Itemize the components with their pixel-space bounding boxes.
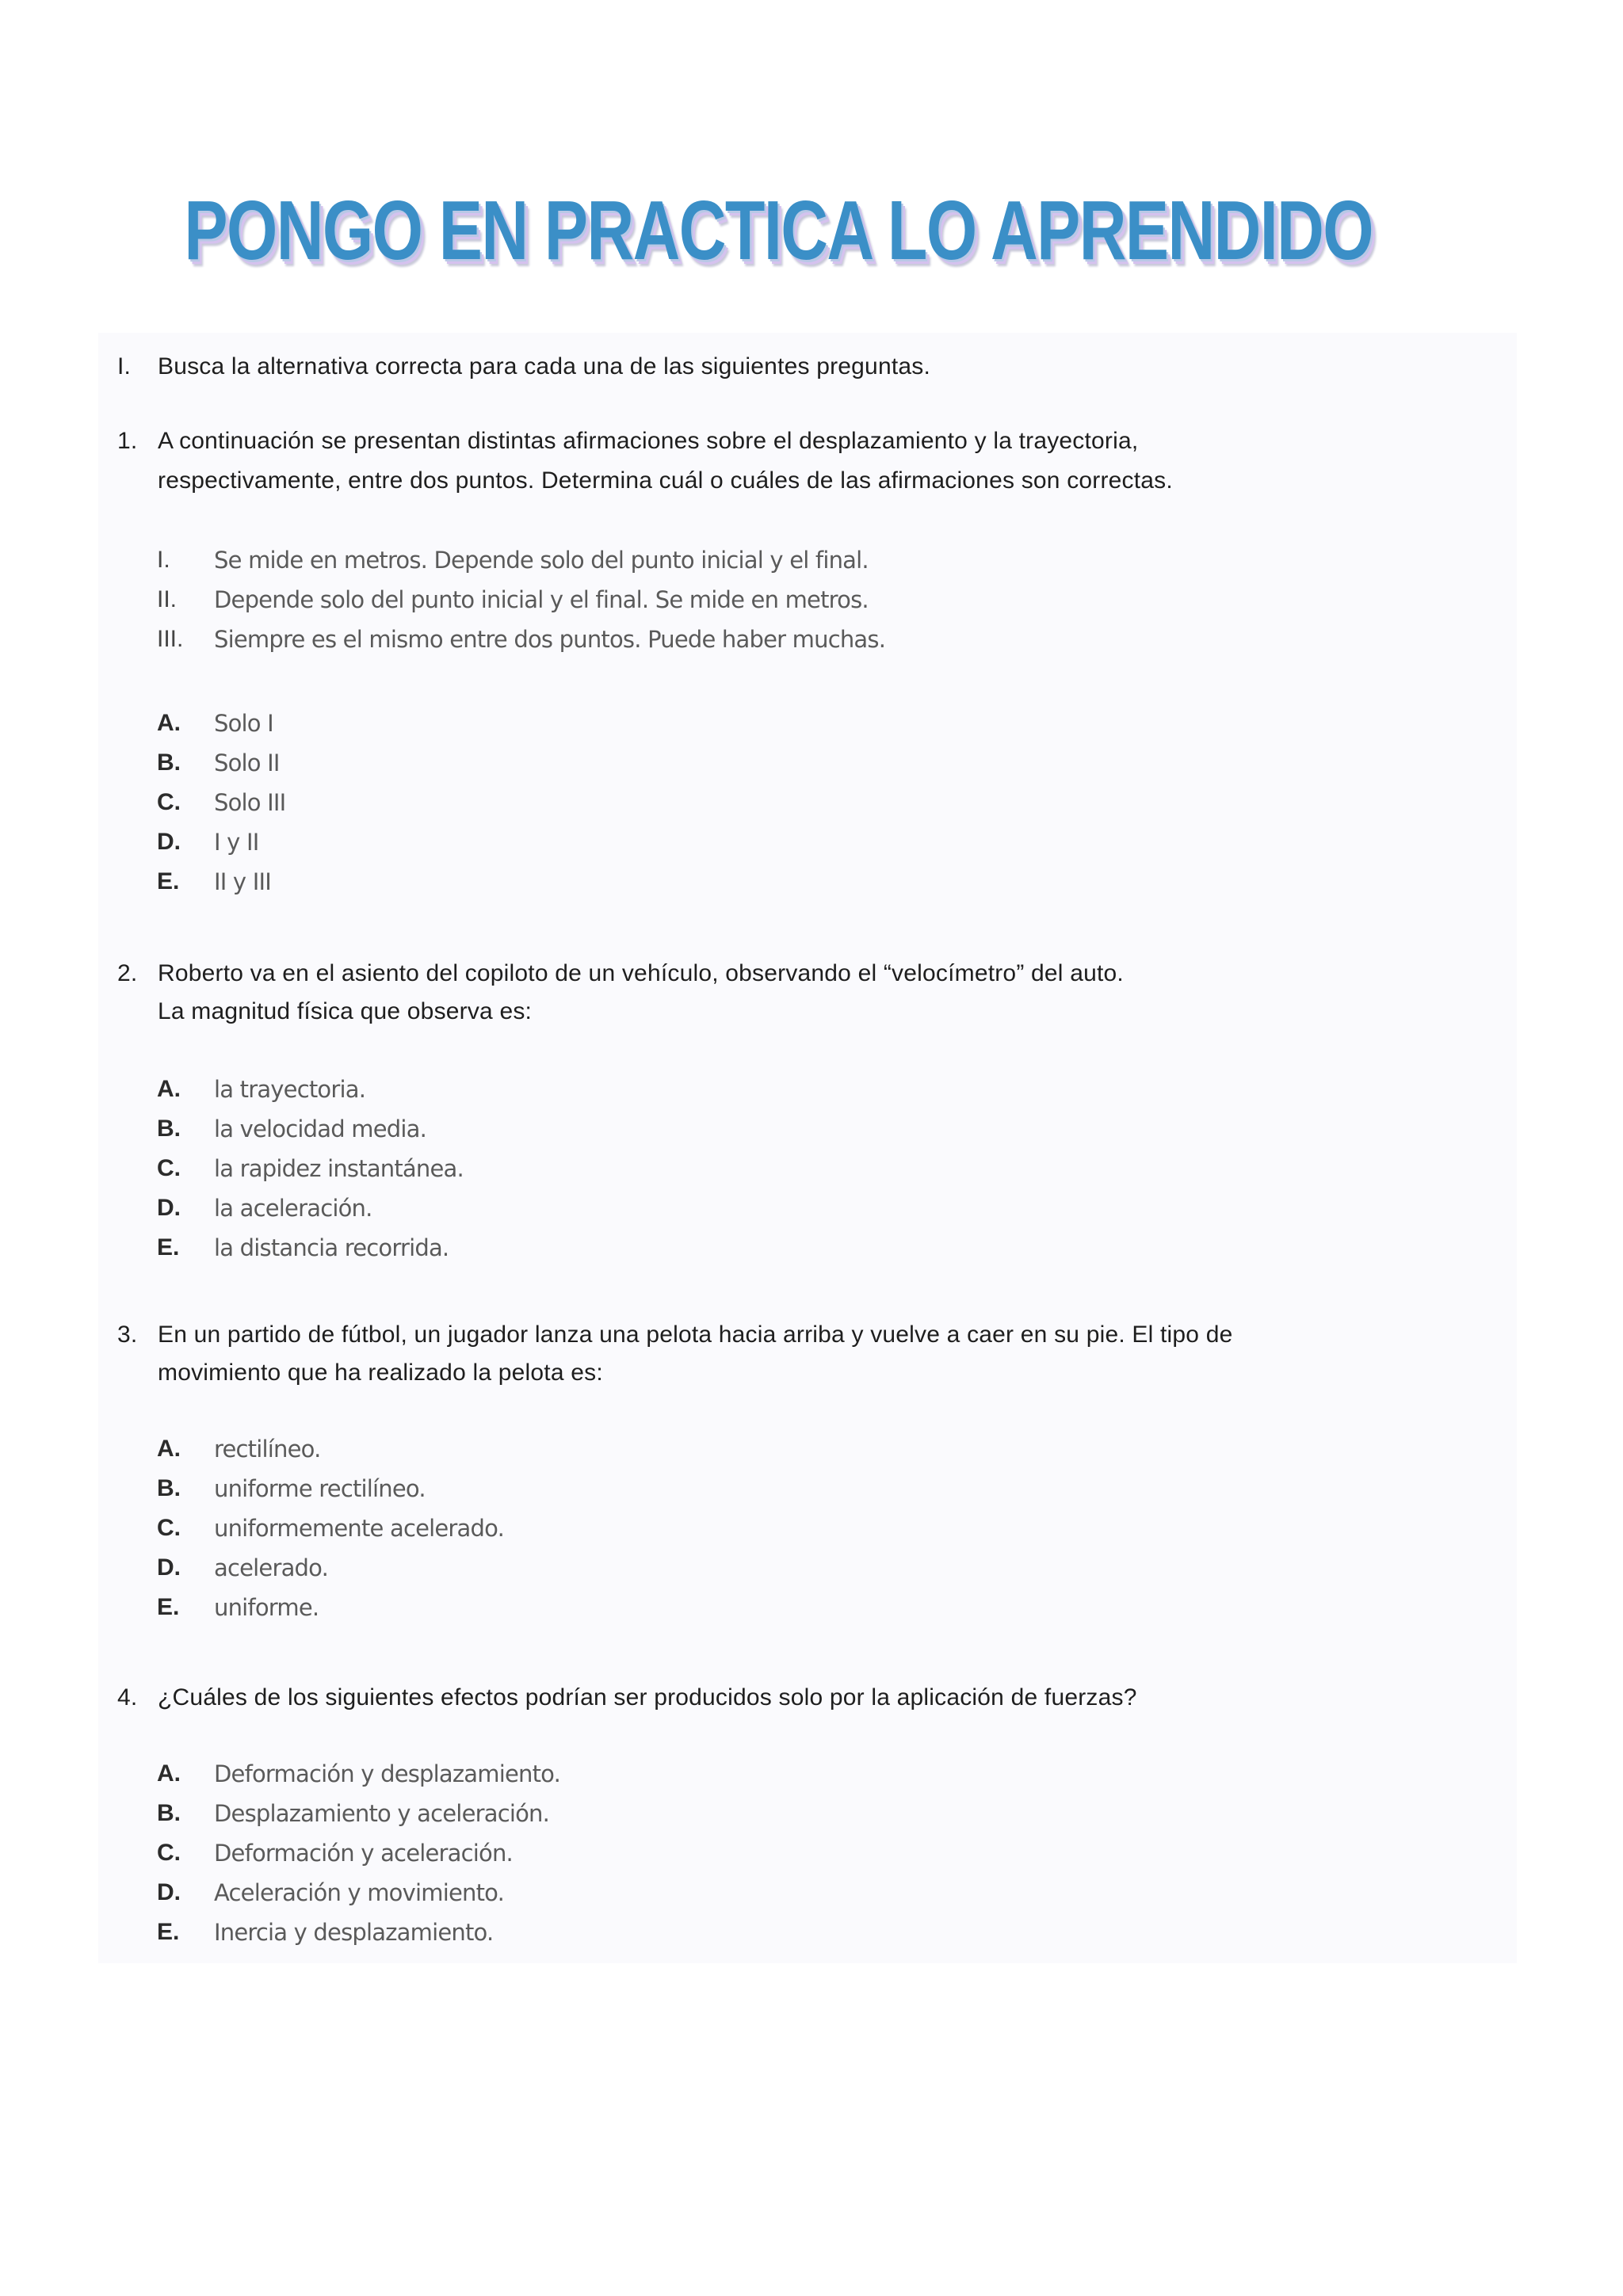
- option-label: A.: [157, 1436, 181, 1462]
- option-text: la distancia recorrida.: [214, 1234, 449, 1261]
- option-text: rectilíneo.: [214, 1436, 321, 1463]
- option-label: B.: [157, 1116, 181, 1142]
- statement-text: Se mide en metros. Depende solo del punto inicial y el final.: [214, 547, 869, 574]
- option-label: D.: [157, 1879, 181, 1905]
- question-4-number: 4.: [117, 1684, 138, 1711]
- option-text: la velocidad media.: [214, 1116, 427, 1142]
- statement-label: III.: [157, 626, 184, 652]
- option-text: Inercia y desplazamiento.: [214, 1919, 494, 1946]
- statement-label: II.: [157, 586, 178, 612]
- option-label: E.: [157, 1919, 180, 1945]
- option-label: C.: [157, 1840, 181, 1866]
- page-title: PONGO EN PRACTICA LO APRENDIDO: [184, 184, 1373, 277]
- option-text: II y III: [214, 868, 271, 895]
- statement-text: Siempre es el mismo entre dos puntos. Puede haber muchas.: [214, 626, 886, 653]
- option-text: Aceleración y movimiento.: [214, 1879, 504, 1906]
- option-text: uniforme.: [214, 1594, 319, 1621]
- option-label: D.: [157, 829, 181, 855]
- question-3-text: movimiento que ha realizado la pelota es:: [158, 1360, 603, 1386]
- option-text: la aceleración.: [214, 1195, 372, 1222]
- option-text: la trayectoria.: [214, 1076, 366, 1103]
- worksheet: [98, 333, 1517, 1963]
- instruction-text: Busca la alternativa correcta para cada una de las siguientes preguntas.: [158, 353, 930, 379]
- question-1-number: 1.: [117, 428, 138, 454]
- option-label: B.: [157, 1800, 181, 1826]
- option-label: C.: [157, 789, 181, 815]
- option-text: Deformación y aceleración.: [214, 1840, 513, 1867]
- option-text: Deformación y desplazamiento.: [214, 1760, 561, 1787]
- option-text: Solo III: [214, 789, 286, 816]
- question-4-text: ¿Cuáles de los siguientes efectos podrían ser producidos solo por la aplicación de fuerzas?: [158, 1684, 1137, 1711]
- option-text: uniformemente acelerado.: [214, 1515, 504, 1542]
- option-label: A.: [157, 1076, 181, 1102]
- option-label: D.: [157, 1554, 181, 1581]
- option-label: E.: [157, 1234, 180, 1261]
- option-text: la rapidez instantánea.: [214, 1155, 464, 1182]
- question-3-number: 3.: [117, 1322, 138, 1348]
- question-2-text: Roberto va en el asiento del copiloto de un vehículo, observando el “velocímetro” del auto.: [158, 960, 1124, 986]
- statement-text: Depende solo del punto inicial y el final. Se mide en metros.: [214, 586, 869, 613]
- option-text: Solo II: [214, 749, 280, 776]
- statement-label: I.: [157, 547, 170, 573]
- option-text: I y II: [214, 829, 259, 856]
- question-2-text: La magnitud física que observa es:: [158, 998, 533, 1024]
- option-label: B.: [157, 1475, 181, 1501]
- option-label: A.: [157, 1760, 181, 1787]
- option-label: E.: [157, 868, 180, 894]
- option-label: C.: [157, 1155, 181, 1181]
- option-label: C.: [157, 1515, 181, 1541]
- option-label: A.: [157, 710, 181, 736]
- option-label: D.: [157, 1195, 181, 1221]
- option-label: B.: [157, 749, 181, 776]
- question-3-text: En un partido de fútbol, un jugador lanza una pelota hacia arriba y vuelve a caer en su pie. El tipo de: [158, 1322, 1233, 1348]
- option-text: uniforme rectilíneo.: [214, 1475, 426, 1502]
- option-text: Desplazamiento y aceleración.: [214, 1800, 550, 1827]
- option-text: acelerado.: [214, 1554, 329, 1581]
- option-text: Solo I: [214, 710, 273, 737]
- instruction-number: I.: [117, 353, 132, 379]
- option-label: E.: [157, 1594, 180, 1620]
- question-1-text: respectivamente, entre dos puntos. Determina cuál o cuáles de las afirmaciones son correctas.: [158, 467, 1173, 494]
- question-1-text: A continuación se presentan distintas afirmaciones sobre el desplazamiento y la trayectoria,: [158, 428, 1139, 454]
- question-2-number: 2.: [117, 960, 138, 986]
